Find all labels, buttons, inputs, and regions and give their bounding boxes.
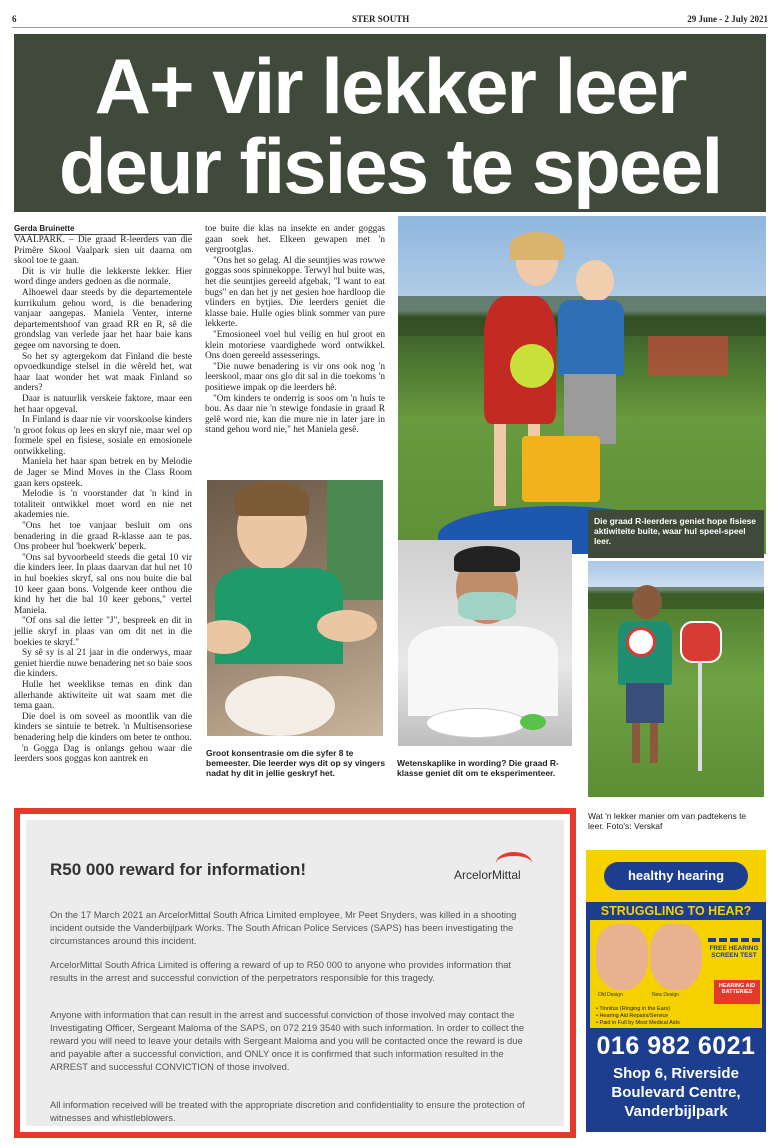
bullet-item: • Tinnitus (Ringing in the Ears) bbox=[596, 1006, 671, 1012]
hearing-headline: STRUGGLING TO HEAR? bbox=[600, 904, 752, 918]
reward-paragraph: ArcelorMittal South Africa Limited is offering a reward of up to R50 000 to anyone who provides information that results in the arrest and successful conviction of the perpetrators responsible for this tragedy. bbox=[50, 959, 512, 983]
paragraph: So het sy agtergekom dat Finland die beste opvoedkundige stelsel in die wêreld het, wat haar laat wonder het wat maak Finland so anders? bbox=[14, 351, 192, 394]
old-design-label: Old Design bbox=[598, 992, 623, 998]
page-header bbox=[12, 14, 768, 28]
science-photo bbox=[398, 540, 572, 746]
hearing-header bbox=[586, 850, 766, 902]
bullet-item: • Hearing Aid Repairs/Service bbox=[596, 1013, 669, 1019]
boy-hair bbox=[235, 482, 309, 516]
ear-old-icon bbox=[596, 924, 648, 990]
paragraph: "Ons het so gelag. Al die seuntjies was rowwe goggas soos spinnekoppe. Terwyl hul buite was, het die seuntjies gereeld afgebak, "I want to eat bugs" en dan het jy net gesien hoe hardloop die vlinders en bytjies. Die leerders geniet die klasse baie. Hulle ogies blink sommer van pure lekkerte. bbox=[205, 255, 385, 330]
boy-head bbox=[632, 585, 662, 619]
paragraph: Dit is vir hulle die lekkerste lekker. Hier word dinge anders gedoen as die normale. bbox=[14, 266, 192, 288]
lab-coat bbox=[408, 626, 558, 716]
paragraph: "Of ons sal die letter "J", bespreek en dit in jellie skryf in plaas van om dit net in die boekies te skryf." bbox=[14, 616, 192, 648]
address-line: Boulevard Centre, bbox=[611, 1084, 741, 1101]
hearing-aid-panel bbox=[590, 920, 762, 1028]
girl-hair bbox=[510, 232, 564, 260]
main-photo-caption: Die graad R-leerders geniet hope fisiese aktiwiteite buite, waar hul speel-speel leer. bbox=[588, 510, 764, 558]
byline: Gerda Bruinette bbox=[14, 224, 192, 235]
ear-new-icon bbox=[650, 924, 702, 990]
paragraph: 'n Gogga Dag is onlangs gehou waar die leerders soos goggas kon aantrek en bbox=[14, 743, 192, 765]
stop-sign-photo bbox=[588, 561, 764, 797]
headline-line-1: A+ vir lekker leer bbox=[94, 42, 686, 130]
yellow-bucket bbox=[522, 436, 600, 502]
free-test-badge: FREE HEARING SCREEN TEST bbox=[708, 938, 760, 968]
science-photo-caption: Wetenskaplike in wording? Die graad R-klasse geniet dit om te eksperimenteer. bbox=[397, 758, 559, 778]
paragraph: Hulle het weeklikse temas en dink dan allerhande aktiwiteite uit wat saam met die tema gaan. bbox=[14, 679, 192, 712]
paragraph: Maniela het haar span betrek en by Melodie de Jager se Mind Moves in the Class Room gaan kers opsteek. bbox=[14, 457, 192, 489]
article-column-2 bbox=[205, 224, 385, 436]
jelly-photo bbox=[207, 480, 383, 736]
face-mask bbox=[458, 592, 516, 620]
paragraph: Sy sê sy is al 21 jaar in die onderwys, maar geniet hierdie nuwe benadering net so baie soos die kinders. bbox=[14, 648, 192, 680]
batteries-badge: HEARING AID BATTERIES bbox=[714, 980, 760, 1004]
paragraph: Alhoewel daar steeds by die departementele kurrikulum gehou word, is die benadering vanjaar aangepas. Maniela Venter, interne departementshoof van graad RR en R, sê die grondslag van verlede jaar het haar baie kans gegee om navorsing te doen. bbox=[14, 287, 192, 351]
new-design-label: New Design bbox=[652, 992, 679, 998]
round-sign bbox=[626, 627, 656, 657]
paragraph: toe buite die klas na insekte en ander goggas gaan soek het. Elkeen gewapen met 'n vergrootglas. bbox=[205, 224, 385, 256]
phone-number: 016 982 6021 bbox=[596, 1032, 756, 1060]
publication-name: STER SOUTH bbox=[352, 14, 410, 24]
white-plate bbox=[225, 676, 335, 736]
stop-sign bbox=[680, 621, 722, 663]
paragraph: "Emosioneel voel hul veilig en hul groot en klein motoriese vaardighede word ontwikkel. Ons doen gereeld assesserings. bbox=[205, 329, 385, 362]
reward-paragraph: Anyone with information that can result in the arrest and successful conviction of those involved may contact the Investigating Officer, Sergeant Maloma of the SAPS, on 072 219 3540 with such information. In order to collect the reward you will need to leave your details with Sergeant Maloma and you will be contacted once the reward is due and payable after a successful conviction, and ONLY once it is confirmed that such information resulted in the ARREST and successful CONVICTION of those involved. bbox=[50, 1009, 525, 1072]
paragraph: Daar is natuurlik verskeie faktore, maar een het haar opgeval. bbox=[14, 393, 192, 415]
paragraph: "Om kinders te onderrig is soos om 'n huis te bou. As daar nie 'n stewige fondasie in graad R gelê word nie, kan die mure nie in later jare in stand gehou word nie," het Maniela gesê. bbox=[205, 393, 385, 436]
boy-hair bbox=[454, 546, 520, 572]
issue-date: 29 June - 2 July 2021 bbox=[687, 14, 768, 24]
address-line: Vanderbijlpark bbox=[624, 1103, 728, 1120]
address bbox=[586, 1064, 766, 1121]
jelly-photo-caption: Groot konsentrasie om die syfer 8 te bemeester. Die leerder wys dit op sy vingers nadat hy dit in jellie geskryf het. bbox=[206, 748, 386, 778]
stop-sign-photo-caption: Wat 'n lekker manier om van padtekens te leer. Foto's: Verskaf bbox=[588, 811, 747, 831]
boy-shirt bbox=[558, 300, 624, 376]
article-headline bbox=[14, 34, 766, 212]
paragraph: In Finland is daar nie vir voorskoolse kinders 'n groot fokus op lees en skryf nie, maar wel op formele spel en fisiese, sosiale en emosionele ontwikkeling. bbox=[14, 415, 192, 457]
paragraph: VAALPARK. – Die graad R-leerders van die Primêre Skool Vaalpark sien uit daarna om skool toe te gaan. bbox=[14, 235, 192, 267]
reward-advert-body bbox=[26, 820, 564, 1126]
hearing-advert bbox=[586, 850, 766, 1132]
address-line: Shop 6, Riverside bbox=[613, 1065, 739, 1082]
article-column-1 bbox=[14, 235, 192, 765]
reward-advert bbox=[14, 808, 576, 1138]
reward-title: R50 000 reward for information! bbox=[50, 860, 307, 879]
ball bbox=[510, 344, 554, 388]
paragraph: "Ons sal byvoorbeeld steeds die getal 10 vir die kinders leer. In plaas daarvan dat hul net 10 in hul boekies skryf, sal ons nou buite die bal 10 keer gaan bons. Volgende keer onthou die kind hy het die bal 10 keer gebons," vertel Maniela. bbox=[14, 552, 192, 616]
paragraph: Die doel is om soveel as moontlik van die kinders se sintuie te betrek. 'n Multisensoriese benadering help die kinders om beter te onthou. bbox=[14, 711, 192, 743]
bullet-item: • Paid in Full by Most Medical Aids bbox=[596, 1020, 680, 1026]
hearing-bullets bbox=[596, 1006, 680, 1027]
page-number: 6 bbox=[12, 14, 17, 24]
arcelormittal-logo bbox=[454, 852, 534, 882]
paragraph: Melodie is 'n voorstander dat 'n kind in totaliteit ontwikkel moet word en nie net akademies nie. bbox=[14, 489, 192, 521]
logo-text: ArcelorMittal bbox=[454, 868, 521, 882]
paragraph: "Ons het toe vanjaar besluit om ons benadering in die graad R-klasse aan te pas. Ons probeer hul 'boekwerk' beperk. bbox=[14, 521, 192, 553]
healthy-hearing-logo: healthy hearing bbox=[604, 862, 748, 890]
boy-head bbox=[576, 260, 614, 302]
playground-photo bbox=[398, 216, 766, 554]
reward-paragraph: On the 17 March 2021 an ArcelorMittal South Africa Limited employee, Mr Peet Snyders, was killed in a shooting incident outside the Vanderbijlpark Works. The South African Police Services (SAPS) has been investigating the circumstances around this incident. bbox=[50, 909, 517, 946]
reward-paragraph: All information received will be treated with the appropriate discretion and confidentiality to ensure the protection of witnesses and whistleblowers. bbox=[50, 1099, 525, 1123]
paragraph: "Die nuwe benadering is vir ons ook nog 'n leerskool, maar ons glo dit sal in die toekoms 'n positiewe impak op die leerders hê. bbox=[205, 361, 385, 393]
headline-line-2: deur fisies te speel bbox=[58, 122, 722, 210]
